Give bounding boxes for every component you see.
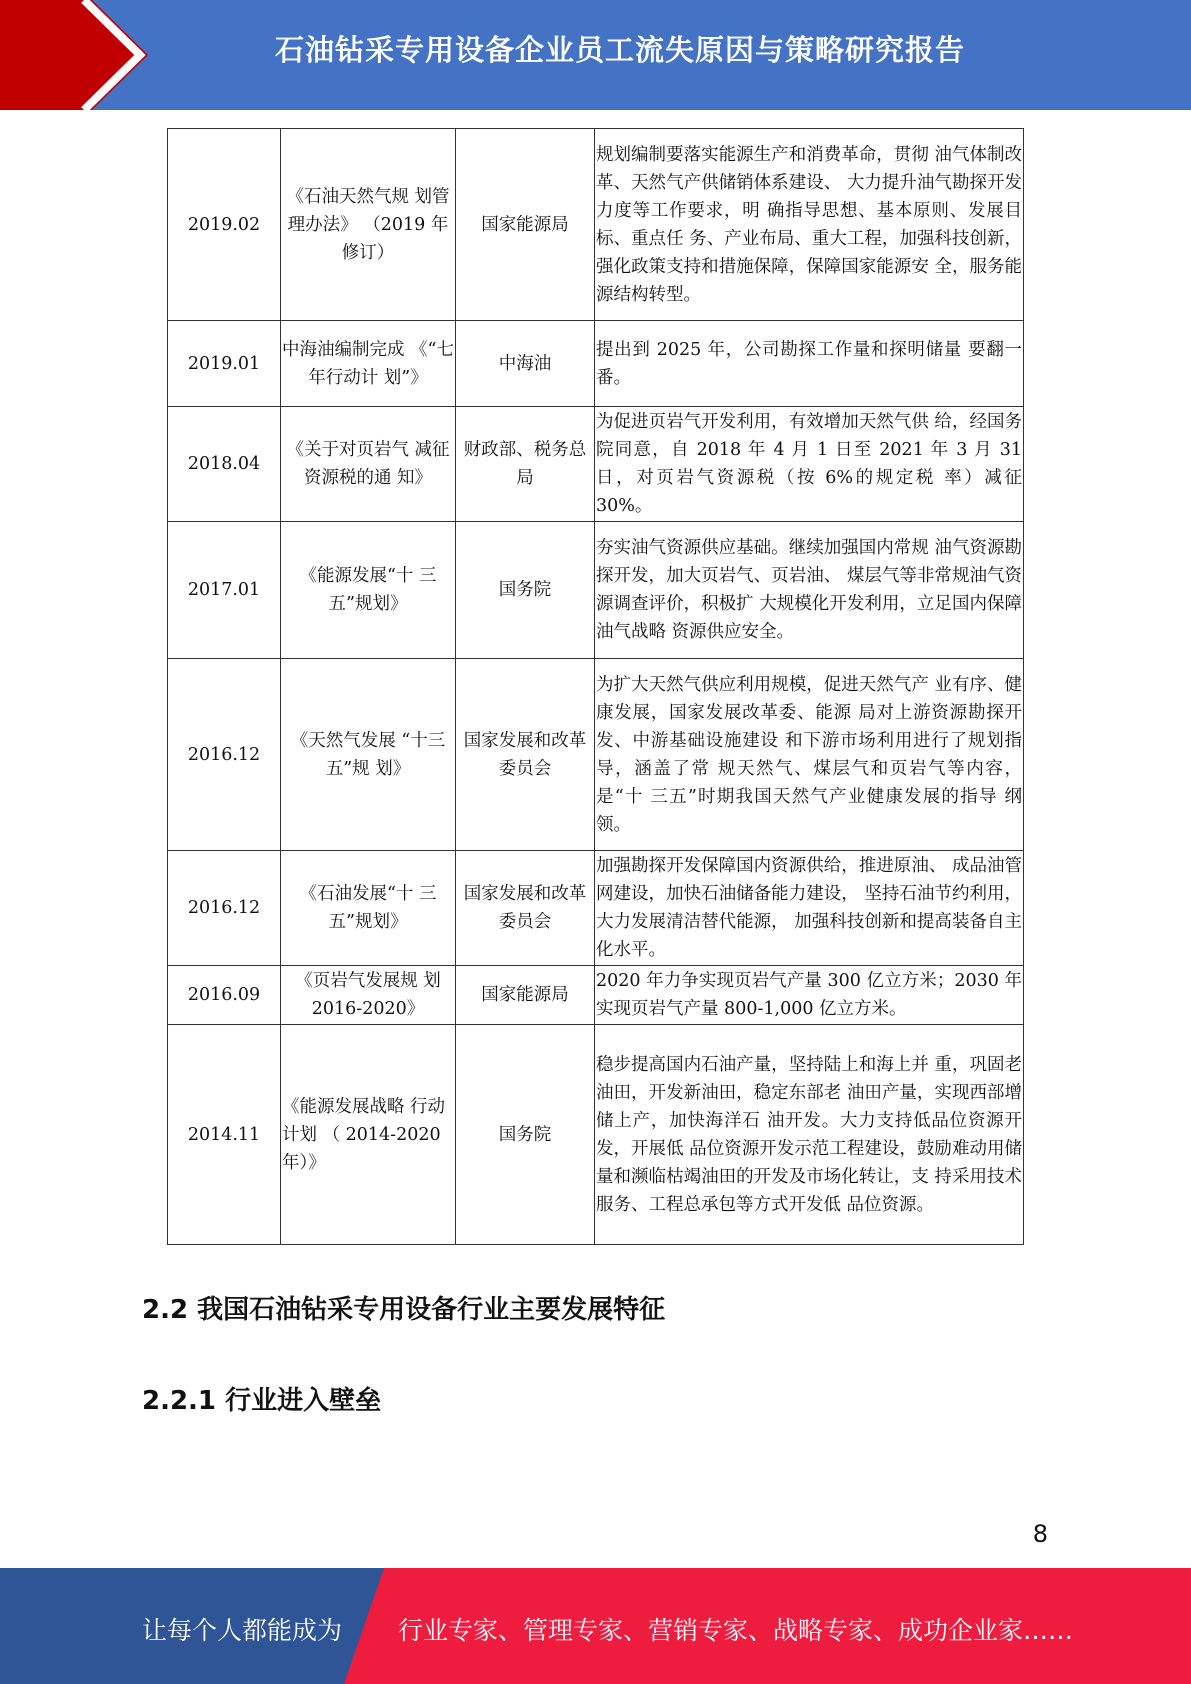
row-policy-name: 《石油天然气规 划管理办法》 （2019 年修订） <box>281 129 456 321</box>
row-date: 2016.12 <box>168 851 281 966</box>
row-date: 2017.01 <box>168 522 281 659</box>
row-organization: 国家能源局 <box>456 129 595 321</box>
report-title: 石油钻采专用设备企业员工流失原因与策略研究报告 <box>274 33 965 67</box>
policy-table <box>167 128 1024 1245</box>
page-header <box>0 0 1191 110</box>
table-row <box>168 129 1024 321</box>
row-content: 为扩大天然气供应利用规模，促进天然气产 业有序、健康发展，国家发展改革委、能源 局对上游资源勘探开发、中游基础设施建设 和下游市场利用进行了规划指导，涵盖了常 规天然气、煤层气和页岩气等内容，是“十 三五”时期我国天然气产业健康发展的指导 纲领。 <box>595 659 1024 851</box>
row-date: 2019.01 <box>168 321 281 407</box>
row-content: 提出到 2025 年，公司勘探工作量和探明储量 要翻一番。 <box>595 321 1024 407</box>
row-policy-name: 中海油编制完成 《“七年行动计 划”》 <box>281 321 456 407</box>
page-number: 8 <box>1032 1520 1048 1548</box>
table-row <box>168 321 1024 407</box>
row-organization: 中海油 <box>456 321 595 407</box>
footer-slogan-right: 行业专家、管理专家、营销专家、战略专家、成功企业家…… <box>398 1616 1074 1645</box>
table-row <box>168 966 1024 1025</box>
row-date: 2016.12 <box>168 659 281 851</box>
section-heading-2-2: 2.2 我国石油钻采专用设备行业主要发展特征 <box>142 1295 666 1325</box>
section-heading-2-2-1: 2.2.1 行业进入壁垒 <box>142 1386 382 1416</box>
table-row <box>168 522 1024 659</box>
row-date: 2014.11 <box>168 1025 281 1245</box>
row-date: 2018.04 <box>168 407 281 522</box>
row-content: 为促进页岩气开发利用，有效增加天然气供 给，经国务院同意，自 2018 年 4 月 1 日至 2021 年 3 月 31 日，对页岩气资源税（按 6%的规定税 率）减征 30%。 <box>595 407 1024 522</box>
row-policy-name: 《能源发展“十 三五”规划》 <box>281 522 456 659</box>
table-row <box>168 851 1024 966</box>
row-organization: 国家发展和改革委员会 <box>456 659 595 851</box>
table-row <box>168 659 1024 851</box>
table-row <box>168 407 1024 522</box>
row-organization: 国务院 <box>456 1025 595 1245</box>
row-policy-name: 《天然气发展 “十三五”规 划》 <box>281 659 456 851</box>
row-content: 加强勘探开发保障国内资源供给，推进原油、 成品油管网建设，加快石油储备能力建设， 坚持石油节约利用，大力发展清洁替代能源， 加强科技创新和提高装备自主化水平。 <box>595 851 1024 966</box>
row-policy-name: 《能源发展战略 行动计划 （ 2014-2020 年）》 <box>281 1025 456 1245</box>
row-organization: 国家能源局 <box>456 966 595 1025</box>
row-content: 规划编制要落实能源生产和消费革命，贯彻 油气体制改革、天然气产供储销体系建设、 大力提升油气勘探开发力度等工作要求，明 确指导思想、基本原则、发展目标、重点任 务、产业布局、重大工程，加强科技创新， 强化政策支持和措施保障，保障国家能源安 全，服务能源结构转型。 <box>595 129 1024 321</box>
row-content: 夯实油气资源供应基础。继续加强国内常规 油气资源勘探开发，加大页岩气、页岩油、 煤层气等非常规油气资源调查评价，积极扩 大规模化开发利用，立足国内保障油气战略 资源供应安全。 <box>595 522 1024 659</box>
row-date: 2016.09 <box>168 966 281 1025</box>
table-row <box>168 1025 1024 1245</box>
page-footer <box>0 1568 1191 1684</box>
row-content: 2020 年力争实现页岩气产量 300 亿立方米；2030 年实现页岩气产量 800-1,000 亿立方米。 <box>595 966 1024 1025</box>
row-policy-name: 《石油发展“十 三五”规划》 <box>281 851 456 966</box>
row-policy-name: 《页岩气发展规 划 2016-2020》 <box>281 966 456 1025</box>
row-date: 2019.02 <box>168 129 281 321</box>
row-organization: 财政部、税务总局 <box>456 407 595 522</box>
footer-slogan-left: 让每个人都能成为 <box>142 1616 343 1645</box>
row-policy-name: 《关于对页岩气 减征资源税的通 知》 <box>281 407 456 522</box>
row-organization: 国务院 <box>456 522 595 659</box>
row-content: 稳步提高国内石油产量，坚持陆上和海上并 重，巩固老油田，开发新油田，稳定东部老 油田产量，实现西部增储上产，加快海洋石 油开发。大力支持低品位资源开发，开展低 品位资源开发示范工程建设，鼓励难动用储 量和濒临枯竭油田的开发及市场化转让，支 持采用技术服务、工程总承包等方式开发低 品位资源。 <box>595 1025 1024 1245</box>
row-organization: 国家发展和改革委员会 <box>456 851 595 966</box>
